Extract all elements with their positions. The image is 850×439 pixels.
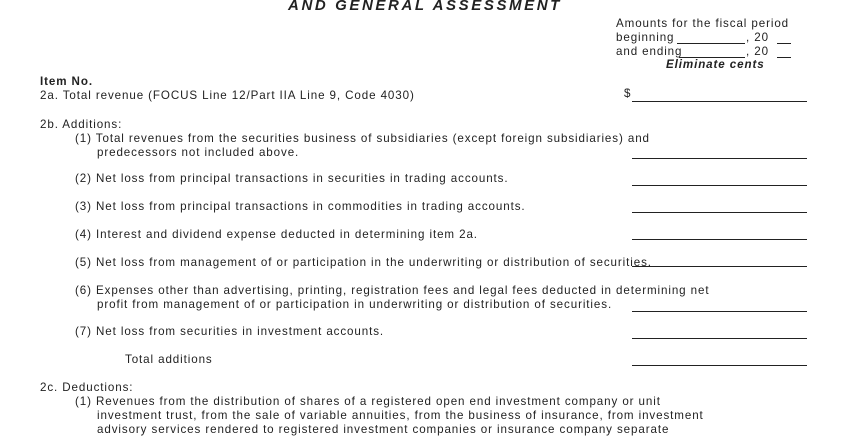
item-2c-heading: 2c. Deductions:	[40, 381, 134, 394]
amounts-heading: Amounts for the fiscal period	[616, 17, 790, 30]
item-2b1-label: (1) Total revenues from the securities business of subsidiaries (except foreign subsidiaries) and	[75, 132, 650, 145]
ending-year-field[interactable]	[777, 57, 791, 58]
item-2b-heading: 2b. Additions:	[40, 118, 123, 131]
beginning-year-prefix: , 20	[746, 31, 769, 44]
beginning-year-field[interactable]	[777, 43, 791, 44]
beginning-label: beginning	[616, 31, 675, 44]
item-2b3-amount-field[interactable]	[632, 212, 807, 213]
item-2b2-amount-field[interactable]	[632, 185, 807, 186]
item-2b6-label-cont: profit from management of or participation in underwriting or distribution of securities.	[97, 298, 613, 311]
item-2b6-label: (6) Expenses other than advertising, printing, registration fees and legal fees deducted in determining net	[75, 284, 710, 297]
item-2b7-amount-field[interactable]	[632, 338, 807, 339]
item-2b1-label-cont: predecessors not included above.	[97, 146, 300, 159]
total-additions-label: Total additions	[125, 353, 213, 366]
item-2b4-amount-field[interactable]	[632, 239, 807, 240]
item-2b7-label: (7) Net loss from securities in investment accounts.	[75, 325, 385, 338]
dollar-sign: $	[624, 87, 632, 100]
item-2b5-amount-field[interactable]	[632, 266, 807, 267]
total-additions-amount-field[interactable]	[632, 365, 807, 366]
item-2b1-amount-field[interactable]	[632, 158, 807, 159]
ending-year-prefix: , 20	[746, 45, 769, 58]
item-2b2-label: (2) Net loss from principal transactions in securities in trading accounts.	[75, 172, 509, 185]
item-2c1-label-cont2: advisory services rendered to registered investment companies or insurance company separate	[97, 423, 670, 436]
form-title: AND GENERAL ASSESSMENT	[288, 0, 562, 14]
item-2c1-label-cont: investment trust, from the sale of variable annuities, from the business of insurance, from investment	[97, 409, 704, 422]
item-2b6-amount-field[interactable]	[632, 311, 807, 312]
eliminate-cents-note: Eliminate cents	[666, 58, 765, 71]
item-2b4-label: (4) Interest and dividend expense deducted in determining item 2a.	[75, 228, 478, 241]
item-2b3-label: (3) Net loss from principal transactions in commodities in trading accounts.	[75, 200, 526, 213]
item-2b5-label: (5) Net loss from management of or participation in the underwriting or distribution of securities.	[75, 256, 652, 269]
item-2a-label: 2a. Total revenue (FOCUS Line 12/Part IIA Line 9, Code 4030)	[40, 89, 415, 102]
item-2a-amount-field[interactable]	[632, 101, 807, 102]
item-no-heading: Item No.	[40, 75, 93, 88]
item-2c1-label: (1) Revenues from the distribution of shares of a registered open end investment company or unit	[75, 395, 661, 408]
beginning-date-field[interactable]	[677, 43, 745, 44]
ending-label: and ending	[616, 45, 683, 58]
